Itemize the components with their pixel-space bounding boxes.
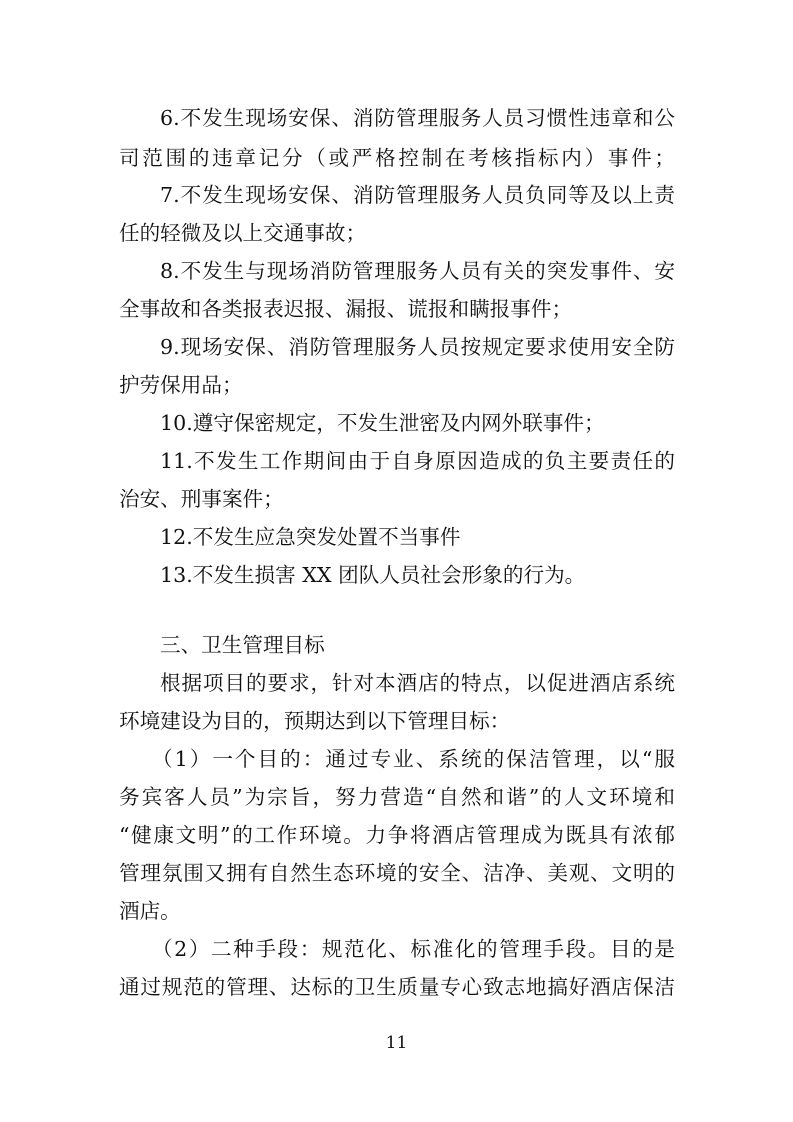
text-line: （1）一个目的：通过专业、系统的保洁管理，以“服: [152, 747, 675, 771]
text-line: 务宾客人员”为宗旨，努力营造“自然和谐”的人文环境和: [119, 785, 675, 809]
text-line: 11.不发生工作期间由于自身原因造成的负主要责任的: [160, 449, 675, 473]
text-line: 10.遵守保密规定，不发生泄密及内网外联事件；: [160, 411, 605, 435]
text-line: 酒店。: [119, 899, 181, 923]
text-line: 7.不发生现场安保、消防管理服务人员负同等及以上责: [160, 183, 675, 207]
text-line: 治安、刑事案件；: [119, 487, 284, 511]
text-line: 任的轻微及以上交通事故；: [119, 221, 367, 245]
text-line: 13.不发生损害 XX 团队人员社会形象的行为。: [160, 563, 586, 587]
text-line: 环境建设为目的，预期达到以下管理目标：: [119, 709, 511, 733]
text-line: 全事故和各类报表迟报、漏报、谎报和瞒报事件；: [119, 297, 573, 321]
text-line: 护劳保用品；: [119, 373, 243, 397]
text-line: 9.现场安保、消防管理服务人员按规定要求使用安全防: [160, 335, 675, 359]
text-line: 8.不发生与现场消防管理服务人员有关的突发事件、安: [160, 259, 675, 283]
text-line: “健康文明”的工作环境。力争将酒店管理成为既具有浓郁: [119, 823, 675, 847]
text-line: 管理氛围又拥有自然生态环境的安全、洁净、美观、文明的: [119, 861, 675, 885]
text-line: 司范围的违章记分（或严格控制在考核指标内）事件；: [119, 146, 675, 170]
text-line: 6.不发生现场安保、消防管理服务人员习惯性违章和公: [160, 106, 675, 130]
text-line: 通过规范的管理、达标的卫生质量专心致志地搞好酒店保洁: [119, 975, 675, 999]
page-number: 11: [385, 1033, 408, 1053]
text-line: 根据项目的要求，针对本酒店的特点，以促进酒店系统: [160, 671, 675, 695]
section-heading: 三、卫生管理目标: [160, 633, 325, 657]
text-line: 12.不发生应急突发处置不当事件: [160, 525, 461, 549]
text-line: （2）二种手段：规范化、标准化的管理手段。目的是: [152, 937, 675, 961]
